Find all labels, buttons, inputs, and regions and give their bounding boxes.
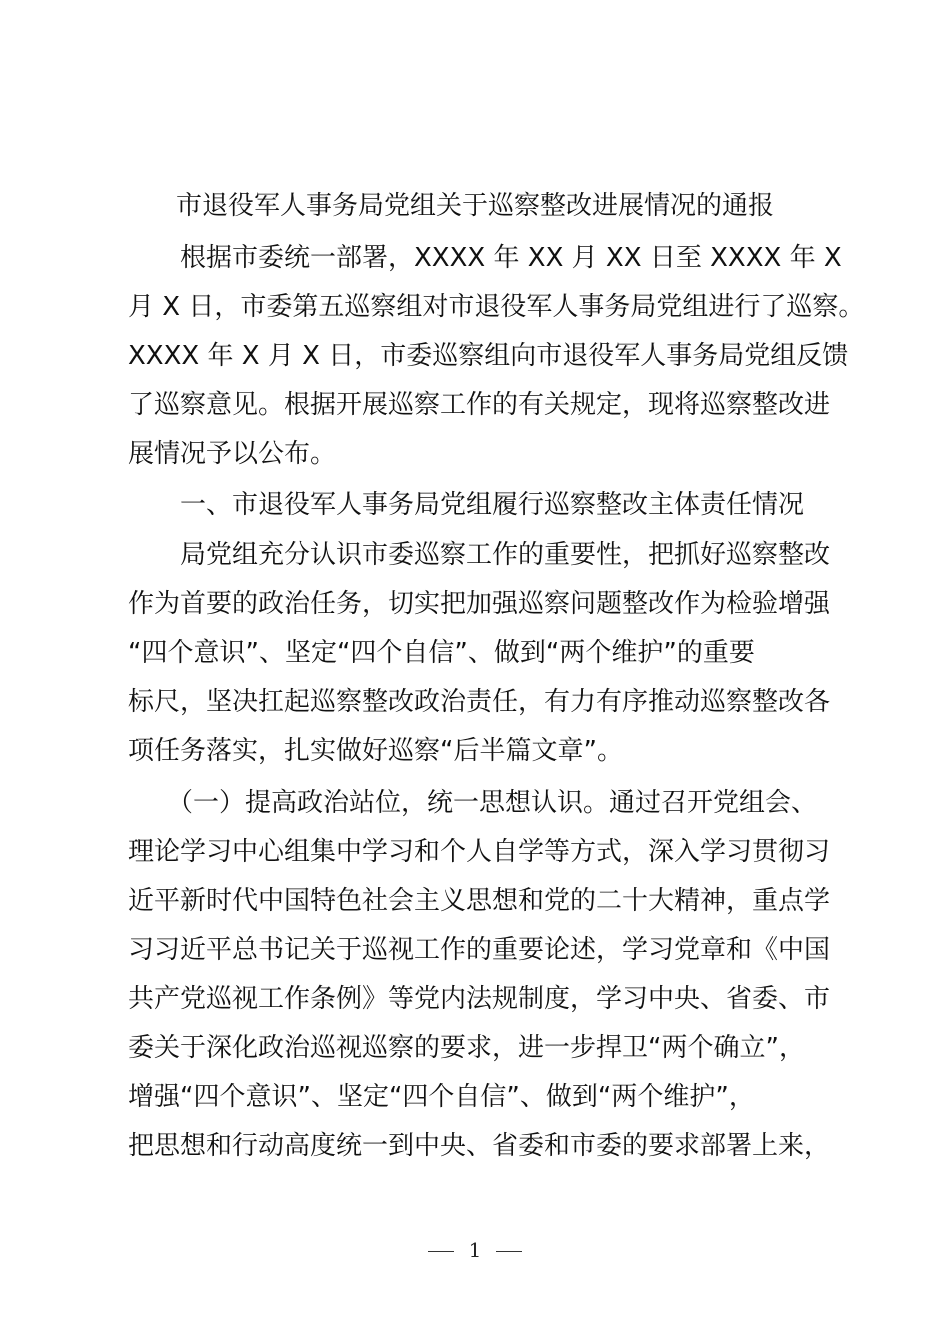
paragraph-line: 了巡察意见。根据开展巡察工作的有关规定，现将巡察整改进 — [128, 390, 831, 420]
paragraph-line: 月 X 日，市委第五巡察组对市退役军人事务局党组进行了巡察。 — [128, 292, 865, 322]
paragraph-line: 增强“四个意识”、坚定“四个自信”、做到“两个维护”， — [128, 1082, 755, 1112]
paragraph-line: 项任务落实，扎实做好巡察“后半篇文章”。 — [128, 736, 623, 766]
document-title: 市退役军人事务局党组关于巡察整改进展情况的通报 — [175, 191, 774, 221]
paragraph-line: 根据市委统一部署，XXXX 年 XX 月 XX 日至 XXXX 年 X — [128, 243, 842, 273]
paragraph-line: 局党组充分认识市委巡察工作的重要性，把抓好巡察整改 — [128, 540, 831, 570]
paragraph-line: 标尺，坚决扛起巡察整改政治责任，有力有序推动巡察整改各 — [128, 687, 831, 717]
paragraph-line: 把思想和行动高度统一到中央、省委和市委的要求部署上来， — [128, 1131, 831, 1161]
page-number: 1 — [468, 1238, 482, 1262]
paragraph-line: 展情况予以公布。 — [128, 439, 337, 469]
paragraph-line: 理论学习中心组集中学习和个人自学等方式，深入学习贯彻习 — [128, 837, 831, 867]
paragraph-line: 习习近平总书记关于巡视工作的重要论述，学习党章和《中国 — [128, 935, 831, 965]
footer-dash-left — [428, 1251, 454, 1252]
paragraph-line: XXXX 年 X 月 X 日，市委巡察组向市退役军人事务局党组反馈 — [128, 341, 849, 371]
paragraph-line: 共产党巡视工作条例》等党内法规制度，学习中央、省委、市 — [128, 984, 831, 1014]
section-heading: 一、市退役军人事务局党组履行巡察整改主体责任情况 — [128, 490, 805, 520]
page-footer — [0, 1236, 950, 1264]
paragraph-line: 委关于深化政治巡视巡察的要求，进一步捍卫“两个确立”， — [128, 1033, 805, 1063]
paragraph-line: “四个意识”、坚定“四个自信”、做到“两个维护”的重要 — [128, 638, 755, 668]
subsection-line: （一）提高政治站位，统一思想认识。通过召开党组会、 — [128, 788, 818, 818]
footer-dash-right — [496, 1251, 522, 1252]
paragraph-line: 作为首要的政治任务，切实把加强巡察问题整改作为检验增强 — [128, 589, 831, 619]
paragraph-line: 近平新时代中国特色社会主义思想和党的二十大精神，重点学 — [128, 886, 831, 916]
